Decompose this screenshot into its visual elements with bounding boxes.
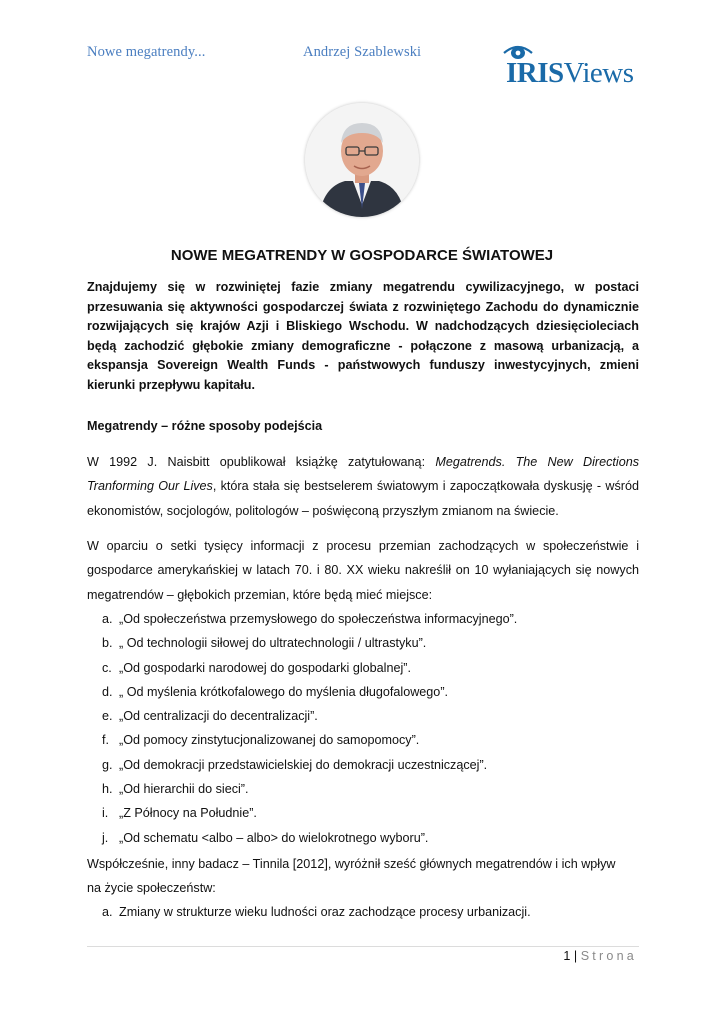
list-item-text: „Od gospodarki narodowej do gospodarki globalnej”.: [119, 660, 411, 675]
list-item-text: „Od centralizacji do decentralizacji”.: [119, 709, 318, 724]
logo-wordmark: [506, 56, 634, 90]
list-item-text: „ Od technologii siłowej do ultratechnologii / ultrastyku”.: [119, 636, 427, 651]
list-item-text: „Od społeczeństwa przemysłowego do społeczeństwa informacyjnego”.: [119, 612, 518, 626]
list-item-text: „Z Północy na Południe”.: [119, 806, 257, 821]
tinnila-megatrends-list: [87, 900, 639, 924]
list-item: [87, 607, 639, 631]
paragraph-naisbitt: [87, 450, 639, 523]
header-left-title: Nowe megatrendy...: [87, 44, 206, 60]
list-item-text: „Od schematu <albo – albo> do wielokrotnego wyboru”.: [119, 830, 429, 845]
p1-text-before: W 1992 J. Naisbitt opublikował książkę zatytułowaną:: [87, 455, 436, 469]
list-item-text: Zmiany w strukturze wieku ludności oraz zachodzące procesy urbanizacji.: [119, 905, 531, 919]
list-item-text: „ Od myślenia krótkofalowego do myślenia długofalowego”.: [119, 684, 449, 699]
list-item-text: „Od demokracji przedstawicielskiej do demokracji uczestniczącej”.: [119, 757, 488, 772]
paragraph-megatrends-intro: W oparciu o setki tysięcy informacji z procesu przemian zachodzących w społeczeństwie i gospodarce amerykańskiej w latach 70. i 80. XX wieku nakreślił on 10 wyłaniających się nowych megatrendów – głębokich przemian, które będą mieć miejsce:: [87, 539, 639, 602]
list-marker: i.: [102, 806, 109, 821]
list-item: [87, 826, 639, 850]
list-marker: h.: [102, 782, 113, 797]
footer-separator: |: [573, 949, 578, 963]
page-number: 1: [563, 949, 571, 963]
portrait-illustration: [305, 103, 419, 217]
list-item: [87, 656, 639, 680]
list-marker: a.: [102, 612, 113, 626]
list-item-text: „Od hierarchii do sieci”.: [119, 782, 249, 797]
naisbitt-megatrends-list: [87, 607, 639, 850]
list-marker: d.: [102, 684, 113, 699]
iris-views-logo: [500, 40, 640, 92]
logo-wordmark-bold: IRIS: [506, 57, 564, 89]
list-marker: c.: [102, 660, 112, 675]
list-item: [87, 753, 639, 777]
list-item: [87, 728, 639, 752]
list-marker: e.: [102, 709, 113, 724]
page-word: Strona: [580, 949, 637, 963]
list-marker: b.: [102, 636, 113, 651]
paragraph-tinnila-line-2: na życie społeczeństw:: [87, 881, 216, 895]
list-marker: f.: [102, 733, 109, 748]
book-title: Megatrends. The New Directions Tranforming Our Lives: [87, 455, 639, 494]
paragraph-tinnila-line-1: Współcześnie, inny badacz – Tinnila [2012], wyróżnił sześć głównych megatrendów i ich wpływ: [87, 857, 616, 871]
list-item-text: „Od pomocy zinstytucjonalizowanej do samopomocy”.: [119, 733, 420, 748]
list-item: [87, 704, 639, 728]
list-marker: j.: [102, 830, 109, 845]
list-item: [87, 631, 639, 655]
logo-wordmark-light: Views: [563, 57, 634, 89]
footer-divider: [87, 946, 639, 947]
list-item: [87, 777, 639, 801]
header-author: Andrzej Szablewski: [303, 44, 422, 60]
article-title: NOWE MEGATRENDY W GOSPODARCE ŚWIATOWEJ: [170, 247, 554, 264]
p1-text-after: , która stała się bestselerem światowym i zapoczątkowała dyskusję - wśród ekonomistów, socjologów, politologów – poświęconą przyszłym zmianom na świecie.: [87, 479, 639, 518]
section-heading: Megatrendy – różne sposoby podejścia: [87, 419, 323, 433]
list-item: [87, 680, 639, 704]
list-marker: g.: [102, 757, 113, 772]
page-footer: [563, 949, 637, 963]
list-marker: a.: [102, 905, 113, 919]
author-portrait: [305, 103, 419, 217]
list-item: [87, 801, 639, 825]
list-item: [87, 900, 639, 924]
lead-paragraph: Znajdujemy się w rozwiniętej fazie zmiany megatrendu cywilizacyjnego, w postaci przesuwania się aktywności gospodarczej świata z rozwiniętego Zachodu do dynamicznie rozwijających się krajów Azji i Bliskiego Wschodu. W nadchodzących dziesięcioleciach będą zachodzić głębokie zmiany demograficzne - połączone z masową urbanizacją, a ekspansja Sovereign Wealth Funds - państwowych funduszy inwestycyjnych, zmieni kierunki przepływu kapitału.: [87, 280, 639, 392]
